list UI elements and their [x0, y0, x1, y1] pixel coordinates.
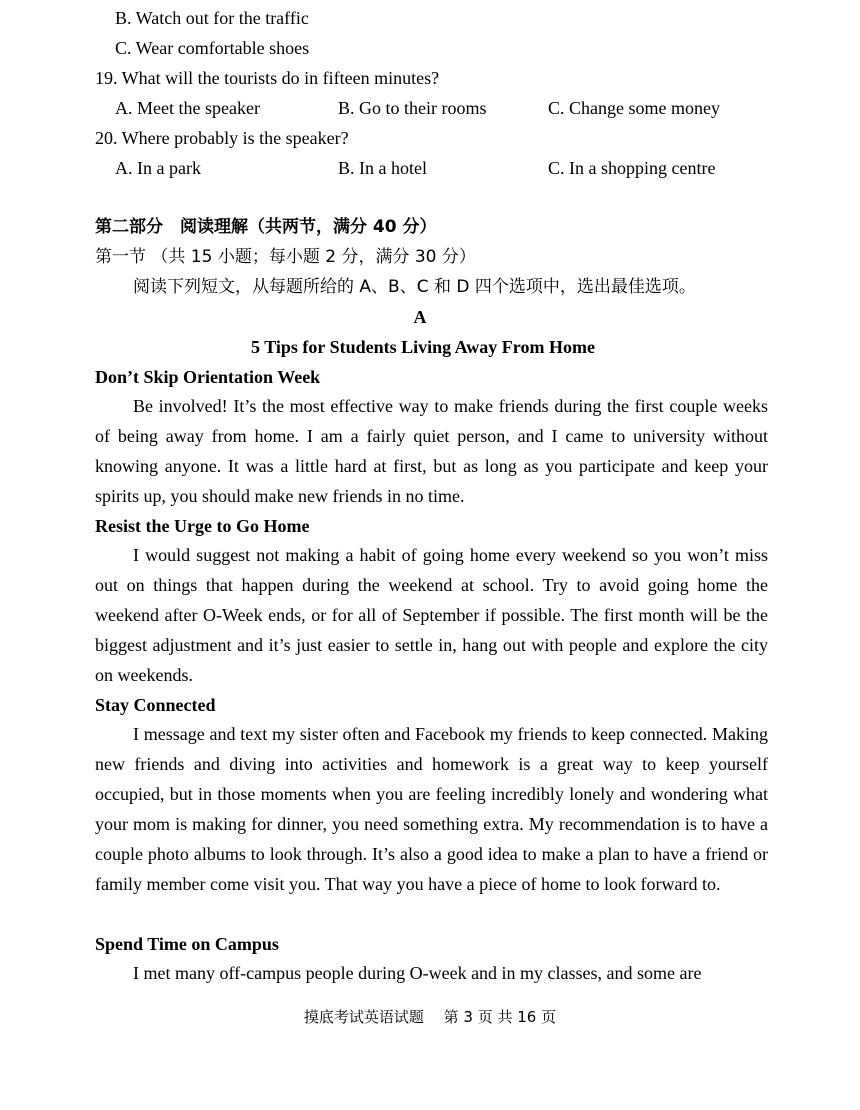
section-heading: Spend Time on Campus	[95, 934, 279, 954]
q20-option-b: B. In a hotel	[338, 158, 427, 178]
q20-question: 20. Where probably is the speaker?	[95, 128, 349, 148]
passage-title: 5 Tips for Students Living Away From Home	[251, 337, 595, 357]
section-paragraph: I would suggest not making a habit of going home every weekend so you won’t miss out on things that happen during the weekend at school. Try to avoid going home the weekend after O-Week ends, or for all of September if possible. The first month will be the biggest adjustment and it’s just easier to settle in, hang out with people and explore the city on weekends.	[95, 545, 768, 685]
section-title: 第一节 （共 15 小题；每小题 2 分，满分 30 分）	[95, 247, 476, 267]
q18-option-c: C. Wear comfortable shoes	[115, 38, 310, 58]
q19-option-c: C. Change some money	[548, 98, 720, 118]
section-heading: Resist the Urge to Go Home	[95, 516, 310, 536]
q18-option-b: B. Watch out for the traffic	[115, 8, 309, 28]
q19-question: 19. What will the tourists do in fifteen minutes?	[95, 68, 440, 88]
section-paragraph: Be involved! It’s the most effective way to make friends during the first couple weeks of being away from home. I am a fairly quiet person, and I came to university without knowing anyone. It was a little hard at first, but as long as you participate and keep your spirits up, you should make new friends in no time.	[95, 396, 768, 506]
section-paragraph: I met many off-campus people during O-week and in my classes, and some are	[133, 963, 702, 983]
passage-letter: A	[413, 307, 427, 327]
q19-option-a: A. Meet the speaker	[115, 98, 260, 118]
q20-option-a: A. In a park	[115, 158, 201, 178]
section-heading: Don’t Skip Orientation Week	[95, 367, 321, 387]
section-paragraph: I message and text my sister often and Facebook my friends to keep connected. Making new friends and diving into activities and homework is a great way to keep yourself occupied, but in those moments when you are feeling incredibly lonely and wondering what your mom is making for dinner, you need something extra. My recommendation is to have a couple photo albums to look through. It’s also a good idea to make a plan to have a friend or family member come visit you. That way you have a piece of home to look forward to.	[95, 724, 768, 894]
page-footer: 摸底考试英语试题 第 3 页 共 16 页	[303, 1008, 557, 1026]
q19-option-b: B. Go to their rooms	[338, 98, 487, 118]
instruction: 阅读下列短文，从每题所给的 A、B、C 和 D 四个选项中，选出最佳选项。	[133, 277, 696, 297]
section-heading: Stay Connected	[95, 695, 216, 715]
part-title: 第二部分 阅读理解（共两节，满分 40 分）	[95, 217, 437, 237]
q20-option-c: C. In a shopping centre	[548, 158, 716, 178]
